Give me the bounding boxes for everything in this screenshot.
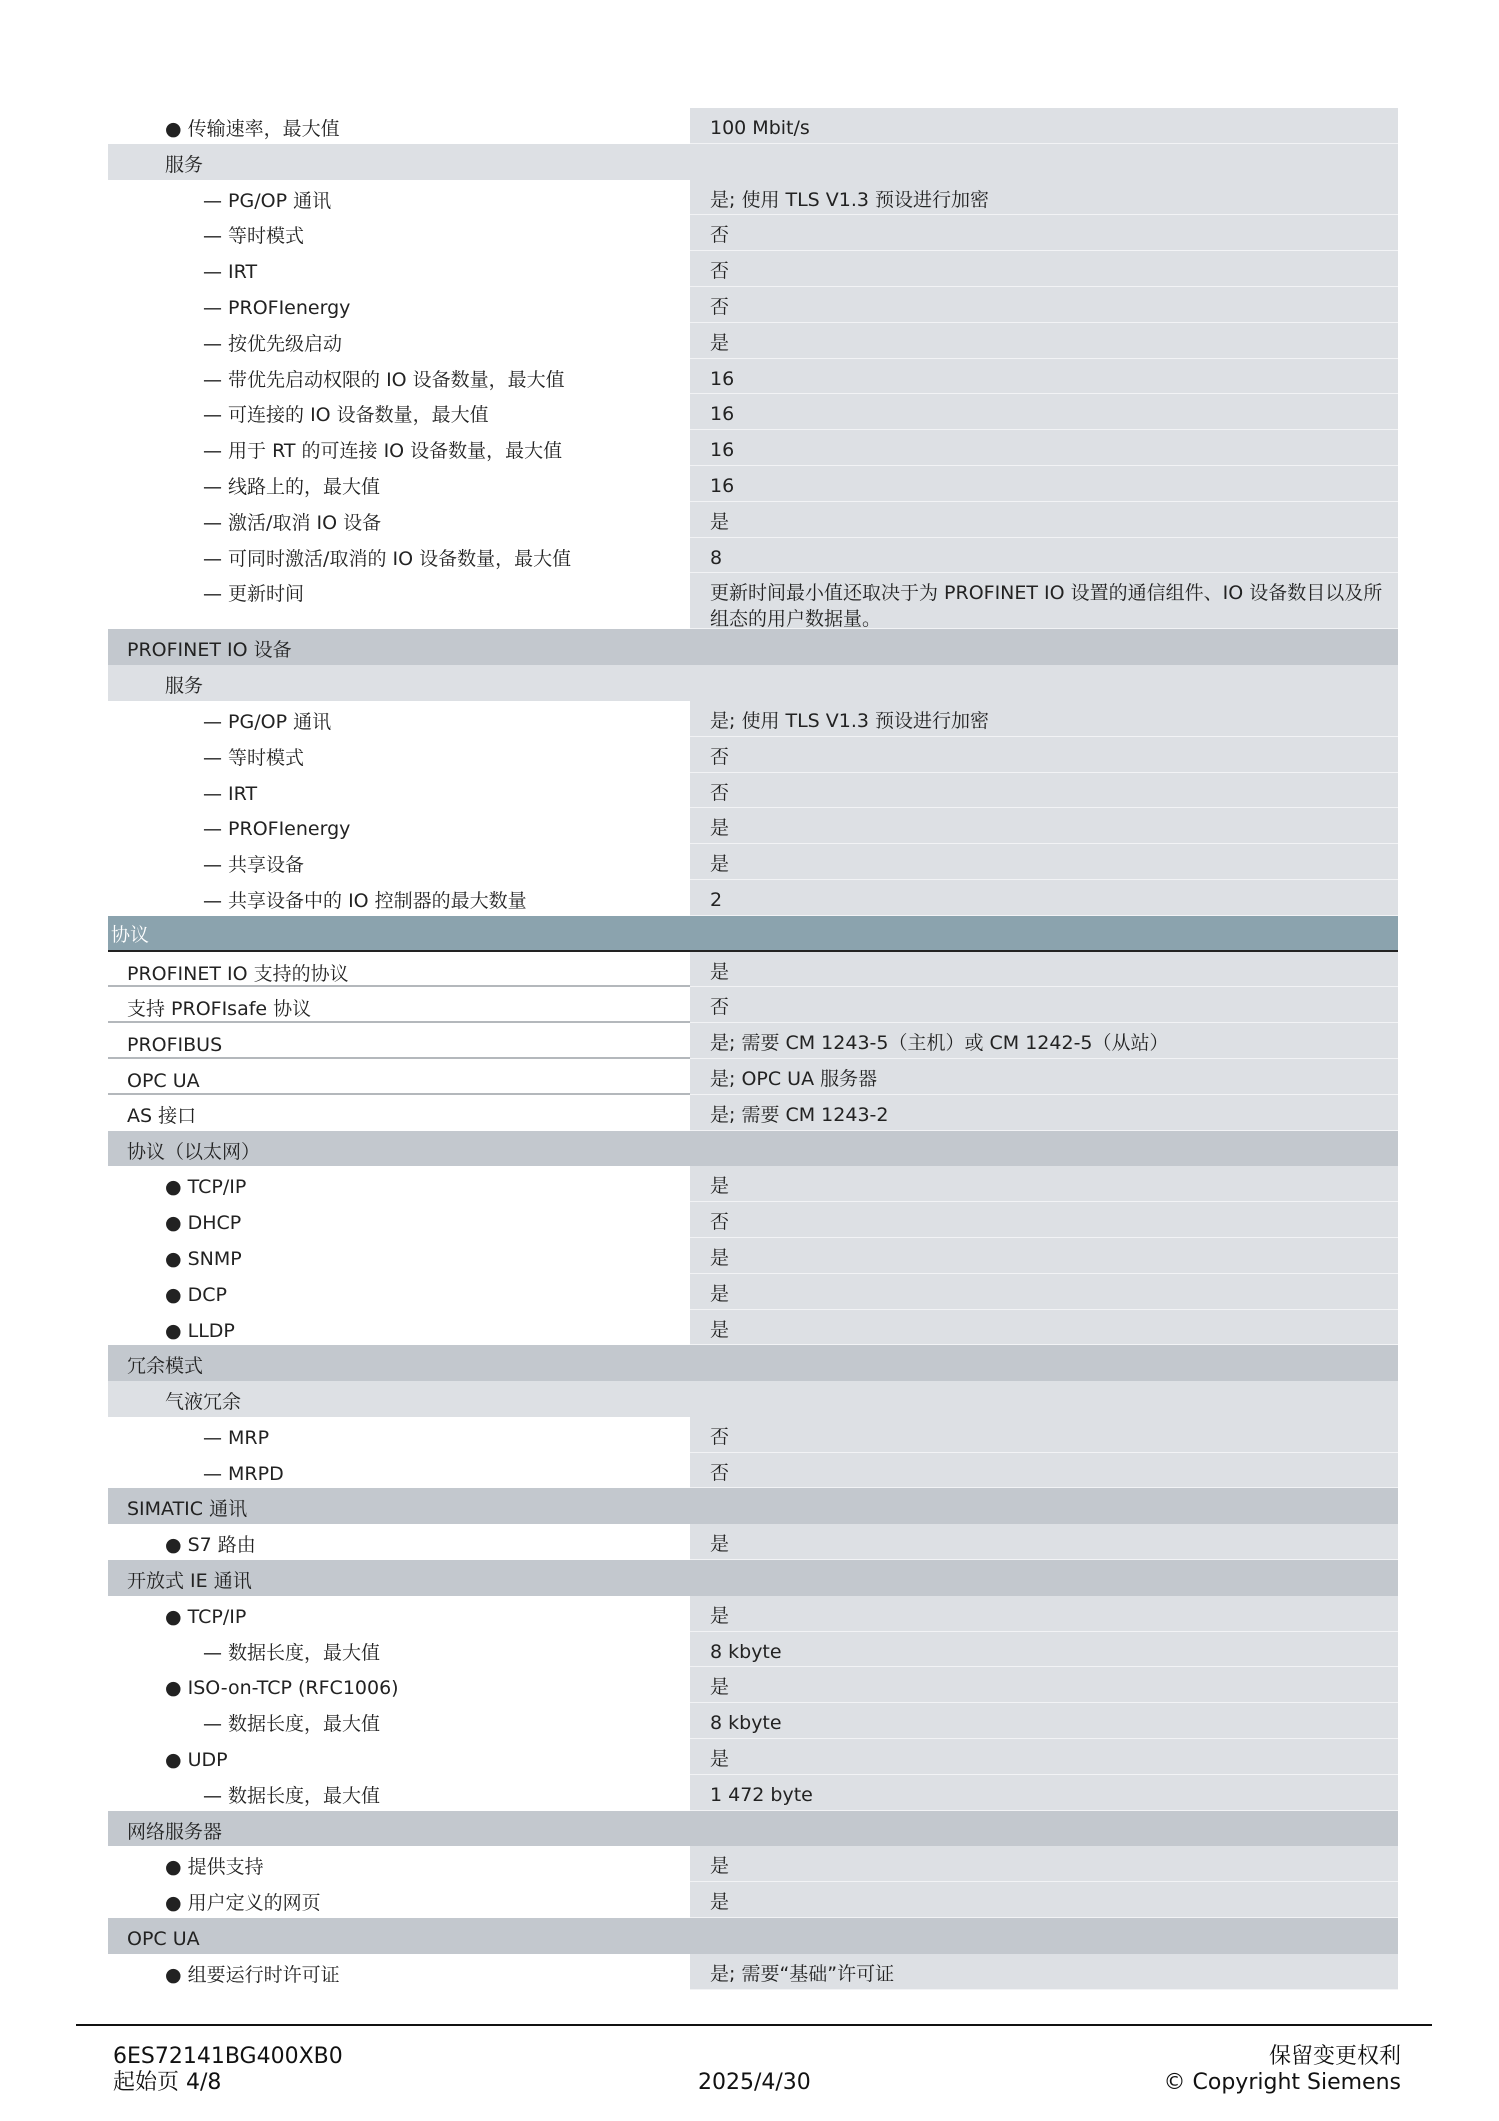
spec-value: 是: [690, 844, 1398, 880]
spec-label: — 等时模式: [108, 215, 690, 251]
spec-value: 是: [690, 1524, 1398, 1560]
spec-row: [108, 1023, 1398, 1059]
spec-value: [690, 1560, 1398, 1596]
spec-value: [690, 1131, 1398, 1167]
spec-label: ● 用户定义的网页: [108, 1882, 690, 1918]
spec-label: ● TCP/IP: [108, 1166, 690, 1202]
spec-label: ● DHCP: [108, 1202, 690, 1238]
spec-label: — 数据长度，最大值: [108, 1632, 690, 1668]
spec-row: [108, 502, 1398, 538]
spec-value: 是: [690, 952, 1398, 988]
spec-label: — 可同时激活/取消的 IO 设备数量，最大值: [108, 538, 690, 574]
spec-value: 是: [690, 1274, 1398, 1310]
footer-rule: [76, 2024, 1432, 2026]
spec-row: [108, 1453, 1398, 1489]
spec-row: [108, 394, 1398, 430]
spec-label: — 共享设备中的 IO 控制器的最大数量: [108, 880, 690, 916]
group-header: [108, 1131, 1398, 1167]
spec-row: [108, 1238, 1398, 1274]
spec-label: — 可连接的 IO 设备数量，最大值: [108, 394, 690, 430]
spec-value: 是: [690, 1596, 1398, 1632]
spec-row: [108, 952, 1398, 988]
page-number: 起始页 4/8: [113, 2070, 222, 2095]
spec-row: [108, 251, 1398, 287]
spec-value: 否: [690, 773, 1398, 809]
spec-label: 开放式 IE 通讯: [108, 1560, 690, 1596]
spec-label: — 带优先启动权限的 IO 设备数量，最大值: [108, 359, 690, 395]
spec-value: 否: [690, 737, 1398, 773]
spec-value: 16: [690, 430, 1398, 466]
spec-value: 是: [690, 1667, 1398, 1703]
section-header: [108, 916, 1398, 952]
footer-right: [1164, 2044, 1401, 2096]
spec-label: — PG/OP 通讯: [108, 180, 690, 216]
spec-row: [108, 1846, 1398, 1882]
spec-label: OPC UA: [108, 1918, 690, 1954]
spec-row: [108, 1882, 1398, 1918]
spec-row: [108, 773, 1398, 809]
footer-left: [113, 2044, 343, 2096]
spec-value: [690, 144, 1398, 180]
spec-label: 协议: [111, 923, 150, 946]
spec-table: [108, 108, 1398, 1990]
spec-row: [108, 1954, 1398, 1990]
spec-value: [690, 1918, 1398, 1954]
spec-row: [108, 701, 1398, 737]
article-number: 6ES72141BG400XB0: [113, 2044, 343, 2069]
spec-value: 否: [690, 1202, 1398, 1238]
spec-row: [108, 1667, 1398, 1703]
spec-value: [690, 665, 1398, 701]
spec-row: [108, 1095, 1398, 1131]
spec-row: [108, 538, 1398, 574]
spec-label: — 用于 RT 的可连接 IO 设备数量，最大值: [108, 430, 690, 466]
spec-label: 协议（以太网）: [108, 1131, 690, 1167]
spec-row: [108, 808, 1398, 844]
spec-label: ● TCP/IP: [108, 1596, 690, 1632]
spec-value: [690, 916, 1398, 950]
spec-value: 是: [690, 808, 1398, 844]
copyright: © Copyright Siemens: [1163, 2070, 1401, 2095]
spec-label: ● UDP: [108, 1739, 690, 1775]
spec-value: 是; 需要 CM 1243-2: [690, 1095, 1398, 1131]
subgroup-header: [108, 144, 1398, 180]
spec-row: [108, 1059, 1398, 1095]
spec-row: [108, 1417, 1398, 1453]
spec-value: 是: [690, 1882, 1398, 1918]
spec-value: 否: [690, 1453, 1398, 1489]
spec-row: [108, 180, 1398, 216]
spec-label: PROFIBUS: [108, 1023, 690, 1059]
spec-label: ● 提供支持: [108, 1846, 690, 1882]
spec-label: AS 接口: [108, 1095, 690, 1131]
spec-row: [108, 880, 1398, 916]
spec-value: 否: [690, 987, 1398, 1023]
spec-row: [108, 1310, 1398, 1346]
spec-label: ● ISO-on-TCP (RFC1006): [108, 1667, 690, 1703]
spec-label: — 数据长度，最大值: [108, 1775, 690, 1811]
spec-row: [108, 108, 1398, 144]
spec-label: — 共享设备: [108, 844, 690, 880]
spec-label: — MRP: [108, 1417, 690, 1453]
spec-row: [108, 430, 1398, 466]
spec-label: — PROFIenergy: [108, 287, 690, 323]
spec-value: 是: [690, 1739, 1398, 1775]
spec-label: 服务: [108, 144, 690, 180]
spec-row: [108, 466, 1398, 502]
spec-value: 是: [690, 1166, 1398, 1202]
spec-label: — PROFIenergy: [108, 808, 690, 844]
spec-value: 否: [690, 1417, 1398, 1453]
spec-value: 否: [690, 215, 1398, 251]
spec-label: — IRT: [108, 251, 690, 287]
spec-label: — 激活/取消 IO 设备: [108, 502, 690, 538]
subgroup-header: [108, 1381, 1398, 1417]
spec-label: ● 组要运行时许可证: [108, 1954, 690, 1990]
spec-row: [108, 844, 1398, 880]
spec-row: [108, 215, 1398, 251]
spec-label: 网络服务器: [108, 1811, 690, 1847]
spec-value: 是: [690, 1846, 1398, 1882]
spec-label: — 数据长度，最大值: [108, 1703, 690, 1739]
spec-row: [108, 1775, 1398, 1811]
spec-value: [690, 1345, 1398, 1381]
spec-label: ● DCP: [108, 1274, 690, 1310]
spec-row: [108, 1166, 1398, 1202]
group-header: [108, 629, 1398, 665]
footer-date: 2025/4/30: [698, 2070, 811, 2095]
spec-label: — PG/OP 通讯: [108, 701, 690, 737]
spec-value: 100 Mbit/s: [690, 108, 1398, 144]
spec-label: 支持 PROFIsafe 协议: [108, 987, 690, 1023]
spec-label: — 更新时间: [108, 573, 690, 629]
spec-value: 是; 使用 TLS V1.3 预设进行加密: [690, 180, 1398, 216]
spec-value: 1 472 byte: [690, 1775, 1398, 1811]
spec-label: PROFINET IO 支持的协议: [108, 952, 690, 988]
spec-row: [108, 1202, 1398, 1238]
spec-value: 是: [690, 1238, 1398, 1274]
spec-value: 更新时间最小值还取决于为 PROFINET IO 设置的通信组件、IO 设备数目以及所组态的用户数据量。: [690, 573, 1398, 629]
spec-label: — 按优先级启动: [108, 323, 690, 359]
spec-value: 是: [690, 1310, 1398, 1346]
spec-row: [108, 1274, 1398, 1310]
spec-label: OPC UA: [108, 1059, 690, 1095]
spec-value: [690, 1811, 1398, 1847]
spec-value: 8: [690, 538, 1398, 574]
spec-value: 16: [690, 359, 1398, 395]
spec-row: [108, 573, 1398, 629]
spec-row: [108, 287, 1398, 323]
spec-row: [108, 1632, 1398, 1668]
spec-label: ● SNMP: [108, 1238, 690, 1274]
spec-value: 8 kbyte: [690, 1632, 1398, 1668]
spec-value: 是; 需要 CM 1243-5（主机）或 CM 1242-5（从站）: [690, 1023, 1398, 1059]
spec-value: 是; 需要“基础”许可证: [690, 1954, 1398, 1990]
spec-row: [108, 737, 1398, 773]
rights-note: 保留变更权利: [1268, 2044, 1401, 2069]
spec-row: [108, 1524, 1398, 1560]
spec-label: SIMATIC 通讯: [108, 1488, 690, 1524]
spec-row: [108, 1596, 1398, 1632]
spec-value: 是: [690, 502, 1398, 538]
spec-label: — MRPD: [108, 1453, 690, 1489]
spec-value: 否: [690, 251, 1398, 287]
spec-value: 是; 使用 TLS V1.3 预设进行加密: [690, 701, 1398, 737]
group-header: [108, 1811, 1398, 1847]
spec-label: — IRT: [108, 773, 690, 809]
spec-row: [108, 987, 1398, 1023]
spec-value: 16: [690, 466, 1398, 502]
spec-value: [690, 1488, 1398, 1524]
spec-label: — 等时模式: [108, 737, 690, 773]
spec-label: 气液冗余: [108, 1381, 690, 1417]
group-header: [108, 1560, 1398, 1596]
spec-label: 冗余模式: [108, 1345, 690, 1381]
spec-label: ● 传输速率，最大值: [108, 108, 690, 144]
spec-row: [108, 323, 1398, 359]
spec-label: PROFINET IO 设备: [108, 629, 690, 665]
spec-value: 2: [690, 880, 1398, 916]
spec-value: [690, 629, 1398, 665]
spec-value: 是; OPC UA 服务器: [690, 1059, 1398, 1095]
spec-value: 8 kbyte: [690, 1703, 1398, 1739]
spec-row: [108, 1703, 1398, 1739]
group-header: [108, 1918, 1398, 1954]
spec-value: 16: [690, 394, 1398, 430]
group-header: [108, 1488, 1398, 1524]
spec-value: 否: [690, 287, 1398, 323]
spec-row: [108, 1739, 1398, 1775]
spec-label: ● LLDP: [108, 1310, 690, 1346]
subgroup-header: [108, 665, 1398, 701]
spec-label: — 线路上的，最大值: [108, 466, 690, 502]
spec-label: 服务: [108, 665, 690, 701]
spec-value: [690, 1381, 1398, 1417]
spec-label: ● S7 路由: [108, 1524, 690, 1560]
group-header: [108, 1345, 1398, 1381]
spec-row: [108, 359, 1398, 395]
spec-value: 是: [690, 323, 1398, 359]
